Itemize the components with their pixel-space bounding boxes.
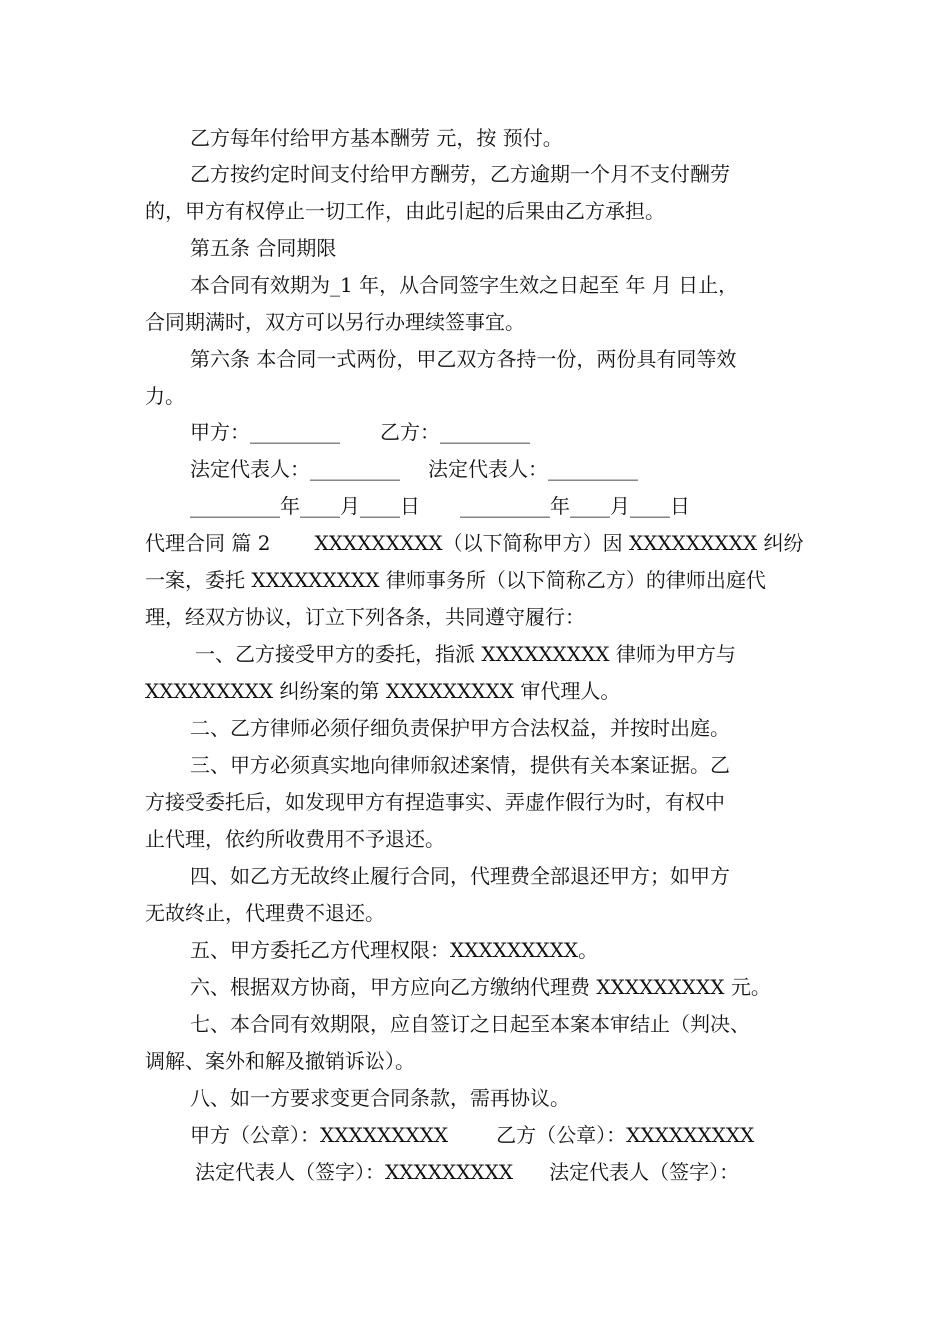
- clause-line: 八、如一方要求变更合同条款，需再协议。: [190, 1086, 570, 1110]
- clause-line: 三、甲方必须真实地向律师叙述案情，提供有关本案证据。乙: [190, 753, 730, 777]
- rep-b-field: 法定代表人：_________: [428, 457, 638, 481]
- clause-line: 一、乙方接受甲方的委托，指派 XXXXXXXXX 律师为甲方与: [195, 642, 736, 666]
- paragraph-line: 调解、案外和解及撤销诉讼）。: [145, 1049, 415, 1073]
- signature-row-date: [190, 494, 690, 518]
- paragraph-line: 无故终止，代理费不退还。: [145, 901, 385, 925]
- contract2-intro-line: [145, 531, 803, 555]
- party-a-field: 甲方：_________: [190, 420, 340, 444]
- date-a-field: _________年____月____日: [190, 494, 420, 518]
- seal-row: [190, 1123, 754, 1147]
- signature-row-party: [190, 420, 530, 444]
- paragraph-line: 本合同有效期为_1 年，从合同签字生效之日起至 年 月 日止，: [190, 273, 739, 297]
- paragraph-line: 的，甲方有权停止一切工作，由此引起的后果由乙方承担。: [145, 199, 665, 223]
- sign-a-field: 法定代表人（签字）：XXXXXXXXX: [195, 1160, 514, 1184]
- clause-line: 二、乙方律师必须仔细负责保护甲方合法权益，并按时出庭。: [190, 716, 730, 740]
- date-b-field: _________年____月____日: [460, 494, 690, 518]
- paragraph-line: 止代理，依约所收费用不予退还。: [145, 827, 445, 851]
- clause-line: 四、如乙方无故终止履行合同，代理费全部退还甲方；如甲方: [190, 864, 730, 888]
- paragraph-line: 力。: [145, 384, 185, 408]
- rep-a-field: 法定代表人：_________: [190, 457, 400, 481]
- sign-b-field: 法定代表人（签字）：: [549, 1160, 740, 1184]
- contract2-heading: 代理合同 篇 2: [145, 531, 271, 555]
- clause-line: 七、本合同有效期限，应自签订之日起至本案本审结止（判决、: [190, 1012, 750, 1036]
- section-heading: 第五条 合同期限: [190, 236, 337, 260]
- signature-row-representative: [190, 457, 638, 481]
- paragraph-line: 乙方每年付给甲方基本酬劳 元，按 预付。: [190, 126, 563, 150]
- clause-line: 五、甲方委托乙方代理权限：XXXXXXXXX。: [190, 938, 599, 962]
- seal-a-field: 甲方（公章）：XXXXXXXXX: [190, 1123, 449, 1147]
- paragraph-line: 方接受委托后，如发现甲方有捏造事实、弄虚作假行为时，有权中: [145, 790, 725, 814]
- paragraph-line: 合同期满时，双方可以另行办理续签事宜。: [145, 310, 525, 334]
- contract2-intro: XXXXXXXXX（以下简称甲方）因 XXXXXXXXX 纠纷: [314, 531, 804, 555]
- paragraph-line: XXXXXXXXX 纠纷案的第 XXXXXXXXX 审代理人。: [145, 679, 621, 703]
- paragraph-line: 理，经双方协议，订立下列各条，共同遵守履行：: [145, 605, 585, 629]
- sign-row: [195, 1160, 739, 1184]
- party-b-field: 乙方：_________: [380, 420, 530, 444]
- paragraph-line: 第六条 本合同一式两份，甲乙双方各持一份，两份具有同等效: [190, 347, 737, 371]
- paragraph-line: 乙方按约定时间支付给甲方酬劳，乙方逾期一个月不支付酬劳: [190, 162, 730, 186]
- clause-line: 六、根据双方协商，甲方应向乙方缴纳代理费 XXXXXXXXX 元。: [190, 975, 771, 999]
- seal-b-field: 乙方（公章）：XXXXXXXXX: [496, 1123, 755, 1147]
- paragraph-line: 一案，委托 XXXXXXXXX 律师事务所（以下简称乙方）的律师出庭代: [145, 568, 766, 592]
